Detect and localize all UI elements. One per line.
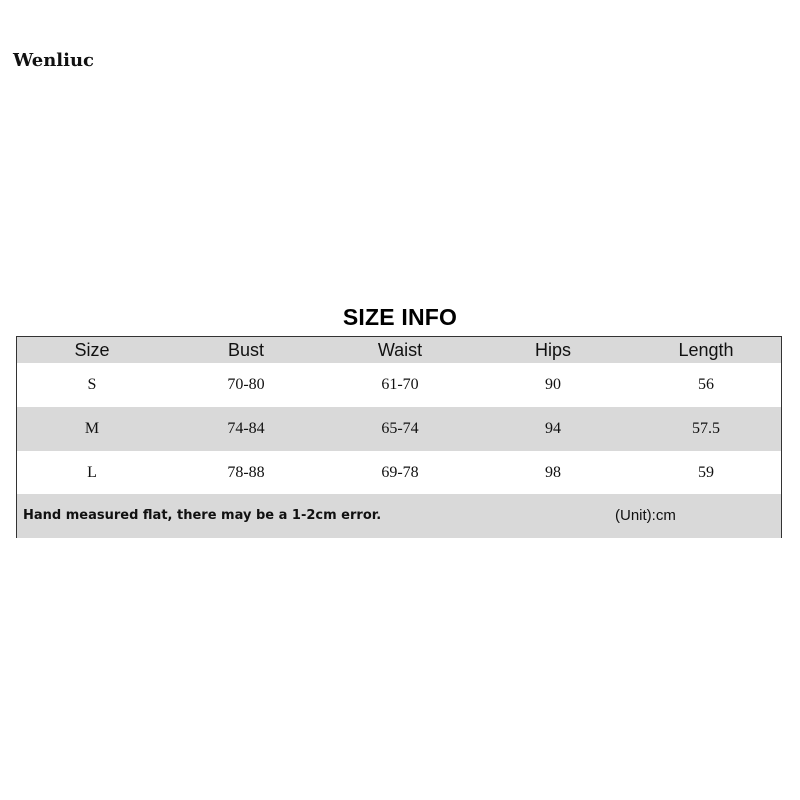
cell-bust: 78-88 (227, 464, 265, 481)
cell-size: S (87, 376, 97, 393)
cell-hips: 90 (545, 376, 561, 393)
size-table (16, 336, 782, 538)
table-header-row (17, 337, 781, 363)
cell-bust: 70-80 (227, 376, 265, 393)
header-length: Length (678, 339, 734, 360)
cell-size: M (84, 420, 100, 437)
header-hips: Hips (534, 339, 571, 360)
cell-size: L (87, 464, 97, 481)
header-size: Size (74, 339, 110, 360)
cell-length: 57.5 (692, 420, 720, 437)
unit-label: (Unit):cm (615, 507, 676, 524)
cell-bust: 74-84 (227, 420, 265, 437)
table-row (17, 451, 781, 495)
table-footer-row (17, 494, 781, 538)
cell-length: 59 (698, 464, 714, 481)
header-bust: Bust (227, 339, 265, 360)
cell-hips: 98 (545, 464, 561, 481)
cell-waist: 61-70 (381, 376, 419, 393)
measurement-note: Hand measured flat, there may be a 1-2cm error. (23, 508, 382, 523)
table-row (17, 363, 781, 407)
cell-length: 56 (698, 376, 714, 393)
cell-waist: 65-74 (381, 420, 419, 437)
cell-waist: 69-78 (381, 464, 419, 481)
table-row (17, 407, 781, 451)
header-waist: Waist (377, 339, 423, 360)
size-info-title: SIZE INFO (342, 304, 458, 330)
brand-name: Wenliuc (13, 50, 95, 71)
cell-hips: 94 (545, 420, 561, 437)
